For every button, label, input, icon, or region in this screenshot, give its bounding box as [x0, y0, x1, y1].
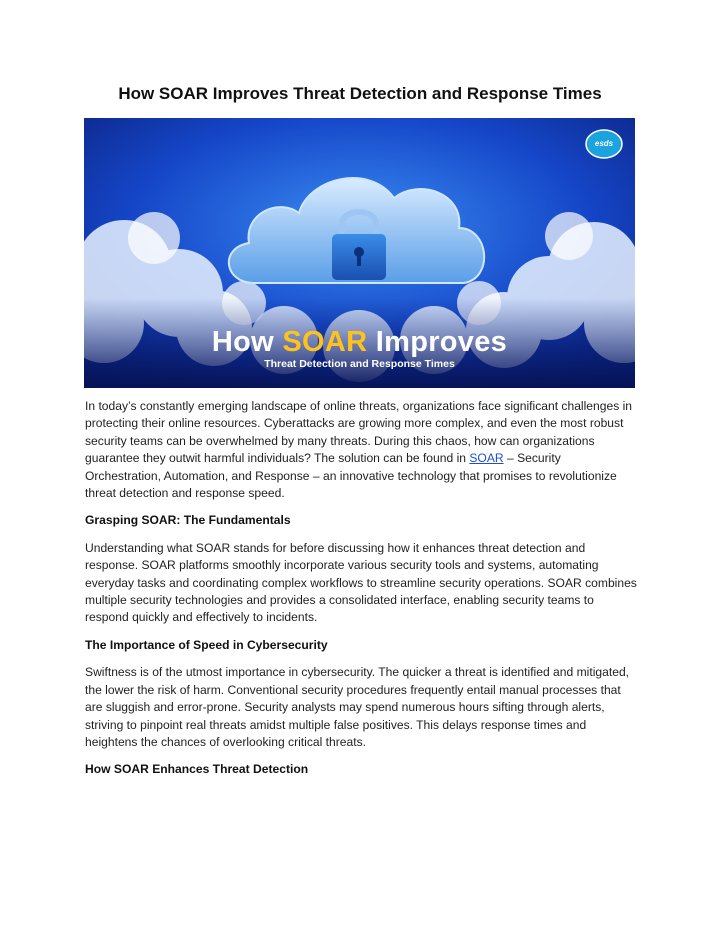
fundamentals-paragraph: Understanding what SOAR stands for before discussing how it enhances threat detection and response. SOAR platforms smoothly incorporate various security tools and systems, automating everyday tasks and coordinating complex workflows to streamline security operations. SOAR combines multiple security technologies and provides a consolidated interface, enabling security teams to respond quickly and effectively to incidents.	[85, 540, 637, 625]
hero-headline-accent: SOAR	[282, 326, 368, 358]
speed-heading: The Importance of Speed in Cybersecurity	[85, 637, 328, 652]
article-body	[85, 398, 637, 789]
hero-headline-prefix: How	[211, 326, 283, 358]
detection-heading: How SOAR Enhances Threat Detection	[85, 762, 309, 777]
hero-subheadline: Threat Detection and Response Times	[264, 358, 455, 370]
intro-paragraph	[85, 398, 637, 502]
fundamentals-heading: Grasping SOAR: The Fundamentals	[85, 513, 291, 528]
soar-link[interactable]: SOAR	[469, 451, 504, 466]
esds-logo	[587, 132, 621, 162]
page-title: How SOAR Improves Threat Detection and Response Times	[118, 84, 602, 103]
intro-text-after: – Security Orchestration, Automation, and Response – an innovative technology that promises to revolutionize threat detection and response speed.	[85, 451, 617, 501]
logo-text: esds	[594, 139, 614, 148]
hero-headline-suffix: Improves	[367, 326, 508, 358]
speed-paragraph: Swiftness is of the utmost importance in cybersecurity. The quicker a threat is identified and mitigated, the lower the risk of harm. Conventional security procedures frequently entail manual processes that are sluggish and error-prone. Security analysts may spend numerous hours sifting through alerts, striving to pinpoint real threats amidst multiple false positives. This delays response times and heightens the chances of overlooking critical threats.	[85, 665, 630, 749]
hero-image	[84, 118, 635, 388]
intro-text-before: In today’s constantly emerging landscape of online threats, organizations face significant challenges in protecting their online resources. Cyberattacks are growing more complex, and even the most robust security teams can be overwhelmed by many threats. During this chaos, how can organizations guarantee they outwit harmful individuals? The solution can be found in	[85, 399, 633, 466]
hero-headline	[84, 326, 635, 359]
